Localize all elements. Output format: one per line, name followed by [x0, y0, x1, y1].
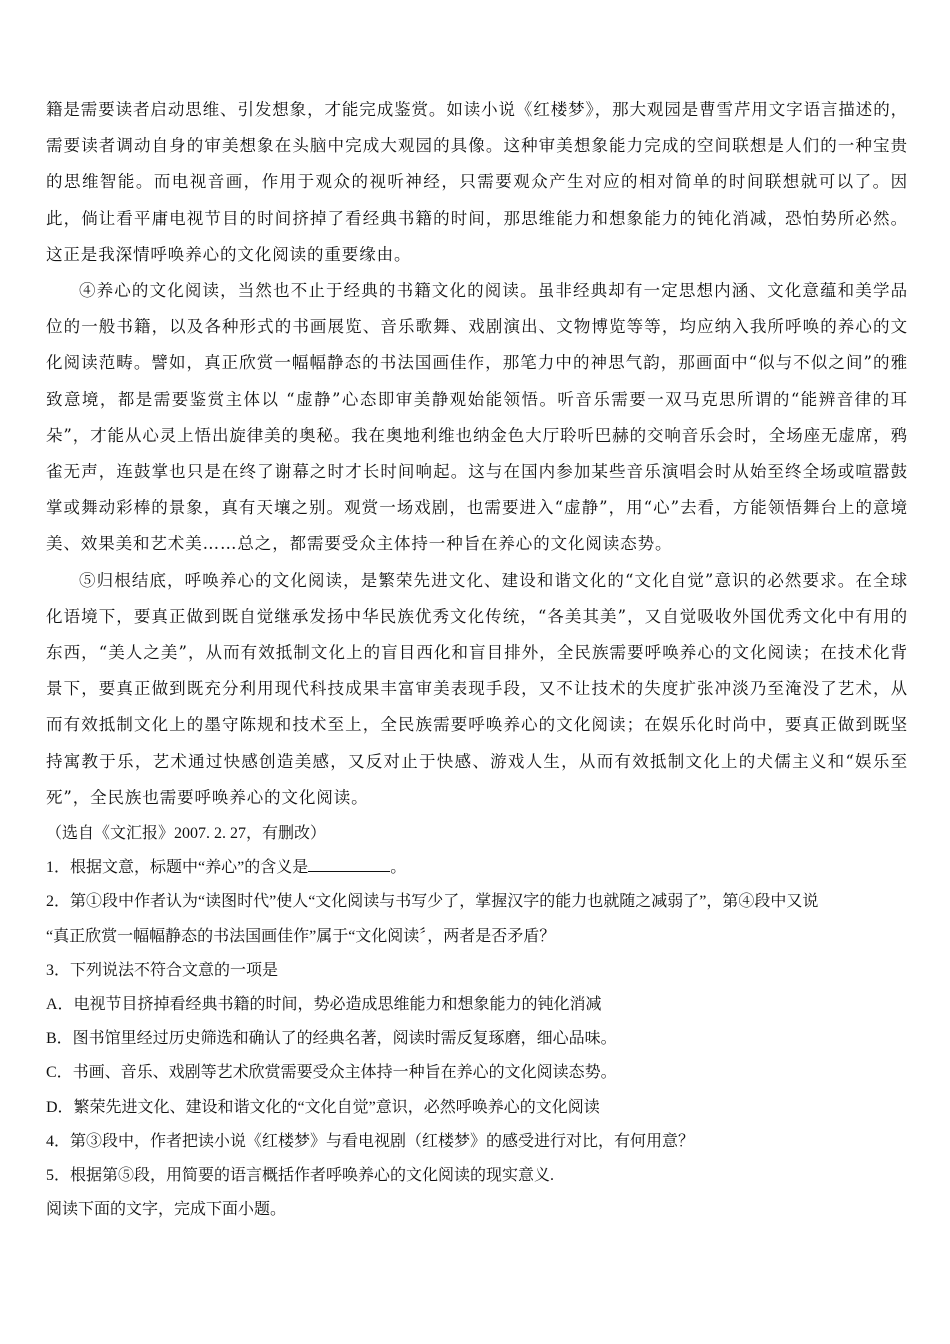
passage-paragraph-4: ④养心的文化阅读，当然也不止于经典的书籍文化的阅读。虽非经典却有一定思想内涵、文化意蕴和美学品位的一般书籍，以及各种形式的书画展览、音乐歌舞、戏剧演出、文物博览等等，均应纳入我所呼唤的养心的文化阅读范畴。譬如，真正欣赏一幅幅静态的书法国画佳作，那笔力中的神思气韵，那画面中“似与不似之间”的雅致意境，都是需要鉴赏主体以 “虚静”心态即审美静观始能领悟。听音乐需要一双马克思所谓的“能辨音律的耳朵”，才能从心灵上悟出旋律美的奥秘。我在奥地利维也纳金色大厅聆听巴赫的交响音乐会时，全场座无虚席，鸦雀无声，连鼓掌也只是在终了谢幕之时才长时间响起。这与在国内参加某些音乐演唱会时从始至终全场或喧嚣鼓掌或舞动彩棒的景象，真有天壤之别。观赏一场戏剧，也需要进入“虚静”，用“心”去看，方能领悟舞台上的意境美、效果美和艺术美……总之，都需要受众主体持一种旨在养心的文化阅读态势。 [46, 281, 908, 554]
source-citation: （选自《文汇报》2007. 2. 27，有删改） [46, 825, 327, 843]
question-2-line-2: “真正欣赏一幅幅静态的书法国画佳作”属于“文化阅读〞，两者是否矛盾？ [46, 927, 556, 945]
exam-page [46, 92, 908, 1228]
question-1-end: 。 [390, 859, 407, 877]
question-5: 5．根据第⑤段，用简要的语言概括作者呼唤养心的文化阅读的现实意义. [46, 1167, 555, 1185]
question-3-option-c: C．书画、音乐、戏剧等艺术欣赏需要受众主体持一种旨在养心的文化阅读态势。 [46, 1064, 617, 1082]
answer-blank[interactable] [308, 857, 390, 872]
passage-paragraph-5: ⑤归根结底，呼唤养心的文化阅读，是繁荣先进文化、建设和谐文化的“文化自觉”意识的必然要求。在全球化语境下，要真正做到既自觉继承发扬中华民族优秀文化传统，“各美其美”，又自觉吸收外国优秀文化中有用的东西，“美人之美”，从而有效抵制文化上的盲目西化和盲目排外，全民族需要呼唤养心的文化阅读；在技术化背景下，要真正做到既充分利用现代科技成果丰富审美表现手段，又不让技术的失度扩张冲淡乃至淹没了艺术，从而有效抵制文化上的墨守陈规和技术至上，全民族需要呼唤养心的文化阅读；在娱乐化时尚中，要真正做到既坚持寓教于乐，艺术通过快感创造美感，又反对止于快感、游戏人生，从而有效抵制文化上的犬儒主义和“娱乐至死”，全民族也需要呼唤养心的文化阅读。 [46, 570, 908, 807]
question-3-option-b: B．图书馆里经过历史筛选和确认了的经典名著，阅读时需反复琢磨，细心品味。 [46, 1030, 617, 1048]
question-2-line-1: 2．第①段中作者认为“读图时代”使人“文化阅读与书写少了，掌握汉字的能力也就随之减弱了”，第④段中又说 [46, 893, 819, 911]
next-section-instruction: 阅读下面的文字，完成下面小题。 [46, 1201, 287, 1219]
question-3-option-d: D．繁荣先进文化、建设和谐文化的“文化自觉”意识，必然呼唤养心的文化阅读 [46, 1098, 600, 1116]
question-3-stem: 3．下列说法不符合文意的一项是 [46, 961, 279, 979]
question-3-option-a: A．电视节目挤掉看经典书籍的时间，势必造成思维能力和想象能力的钝化消减 [46, 996, 602, 1014]
question-4: 4．第③段中，作者把读小说《红楼梦》与看电视剧（红楼梦》的感受进行对比，有何用意？ [46, 1132, 695, 1150]
passage-paragraph-3-tail: 籍是需要读者启动思维、引发想象，才能完成鉴赏。如读小说《红楼梦》，那大观园是曹雪芹用文字语言描述的，需要读者调动自身的审美想象在头脑中完成大观园的具像。这种审美想象能力完成的空间联想是人们的一种宝贵的思维智能。而电视音画，作用于观众的视听神经，只需要观众产生对应的相对简单的时间联想就可以了。因此，倘让看平庸电视节目的时间挤掉了看经典书籍的时间，那思维能力和想象能力的钝化消减，恐怕势所必然。这正是我深情呼唤养心的文化阅读的重要缘由。 [46, 100, 908, 264]
question-1-text: 1．根据文意，标题中“养心”的含义是 [46, 859, 309, 877]
question-1 [46, 851, 908, 885]
